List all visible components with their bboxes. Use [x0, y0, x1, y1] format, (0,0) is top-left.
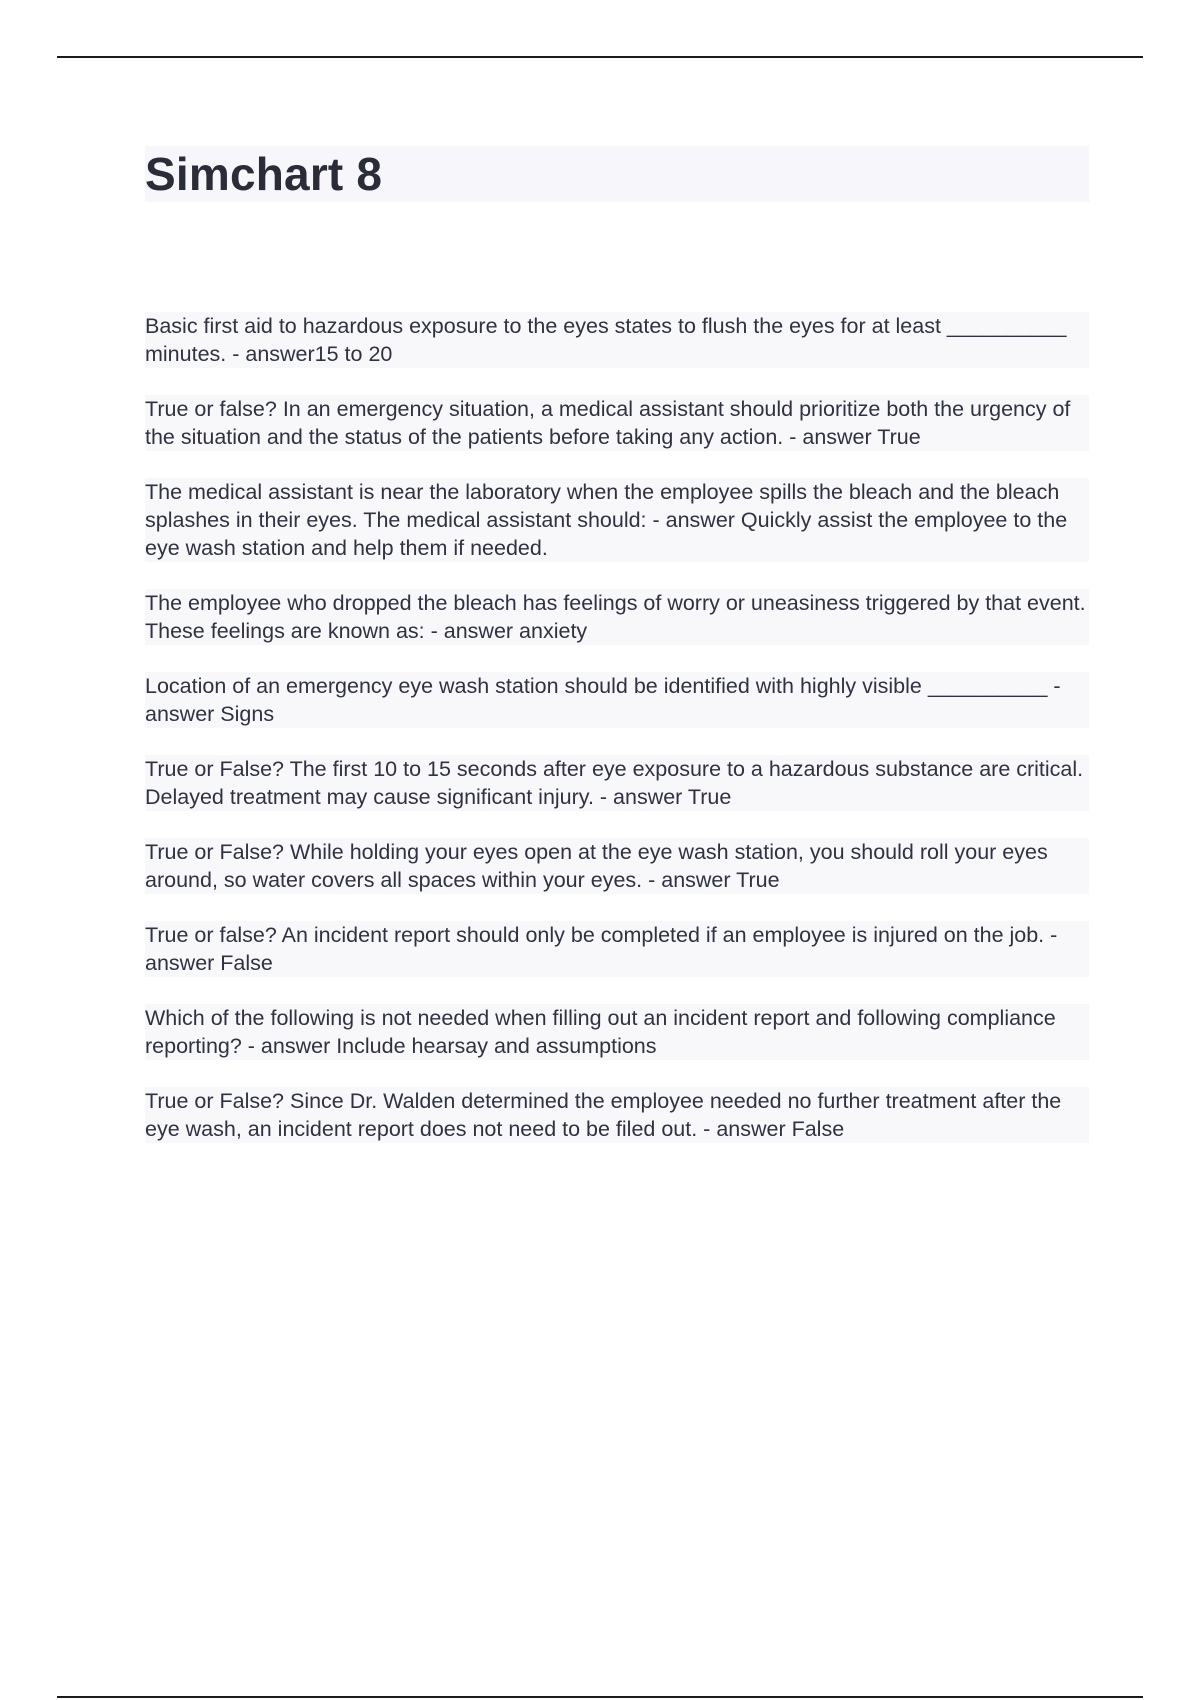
qa-item-1: Basic first aid to hazardous exposure to the eyes states to flush the eyes for at least __________ minutes. - answer15 to 20: [145, 312, 1089, 368]
qa-list: [145, 312, 1089, 1170]
qa-item-3: The medical assistant is near the laboratory when the employee spills the bleach and the bleach splashes in their eyes. The medical assistant should: - answer Quickly assist the employee to the eye wash station and help them if needed.: [145, 478, 1089, 562]
qa-item-10: True or False? Since Dr. Walden determined the employee needed no further treatment after the eye wash, an incident report does not need to be filed out. - answer False: [145, 1087, 1089, 1143]
qa-item-8: True or false? An incident report should only be completed if an employee is injured on the job. - answer False: [145, 921, 1089, 977]
qa-item-5: Location of an emergency eye wash station should be identified with highly visible __________ - answer Signs: [145, 672, 1089, 728]
top-rule: [57, 56, 1143, 58]
title-band: [145, 146, 1089, 202]
qa-item-9: Which of the following is not needed when filling out an incident report and following compliance reporting? - answer Include hearsay and assumptions: [145, 1004, 1089, 1060]
bottom-rule: [57, 1696, 1143, 1698]
qa-item-6: True or False? The first 10 to 15 seconds after eye exposure to a hazardous substance are critical. Delayed treatment may cause significant injury. - answer True: [145, 755, 1089, 811]
qa-item-4: The employee who dropped the bleach has feelings of worry or uneasiness triggered by that event. These feelings are known as: - answer anxiety: [145, 589, 1089, 645]
qa-item-7: True or False? While holding your eyes open at the eye wash station, you should roll your eyes around, so water covers all spaces within your eyes. - answer True: [145, 838, 1089, 894]
page-title: Simchart 8: [145, 148, 383, 200]
qa-item-2: True or false? In an emergency situation, a medical assistant should prioritize both the urgency of the situation and the status of the patients before taking any action. - answer True: [145, 395, 1089, 451]
